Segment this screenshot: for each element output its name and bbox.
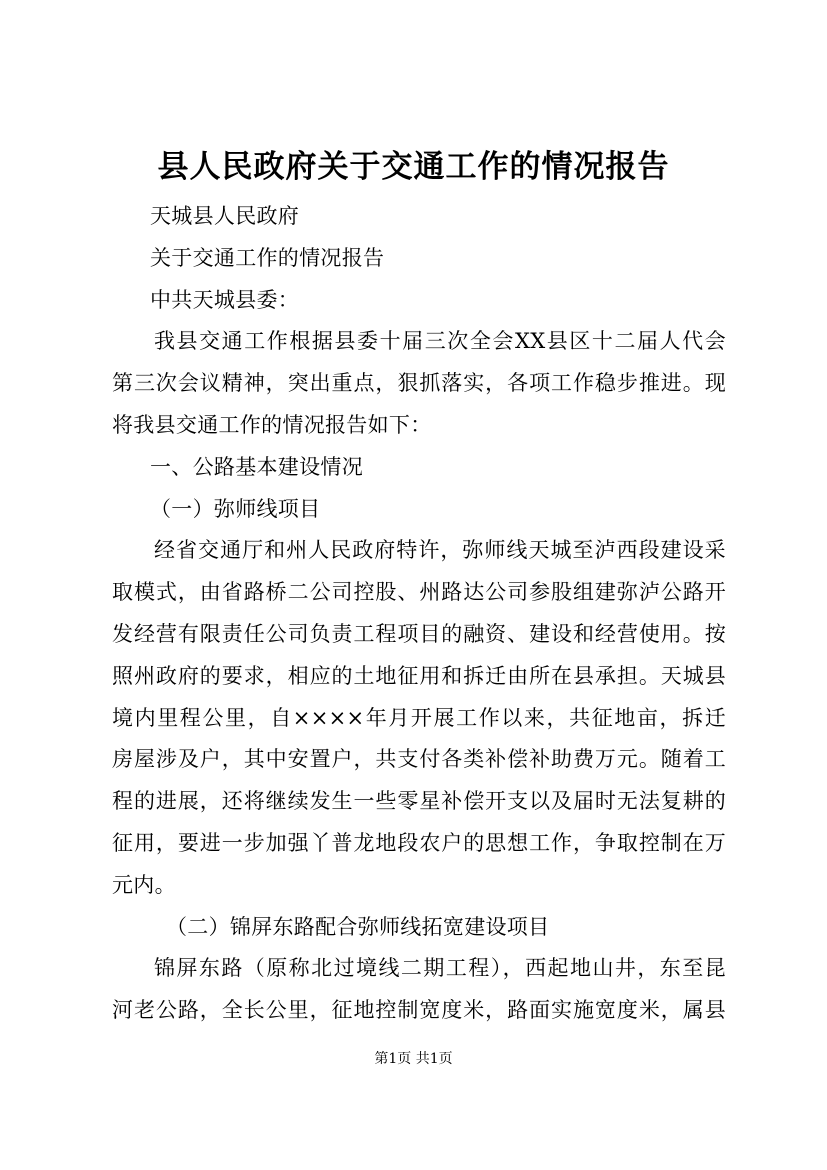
document-body: [112, 196, 726, 1032]
paragraph-line: 征用，要进一步加强丫普龙地段农户的思想工作，争取控制在万: [112, 830, 726, 855]
paragraph-line: 房屋涉及户，其中安置户，共支付各类补偿补助费万元。随着工: [112, 747, 726, 772]
subsection-heading: （二）锦屏东路配合弥师线拓宽建设项目: [166, 914, 550, 939]
document-title: 县人民政府关于交通工作的情况报告: [157, 149, 670, 185]
issuer-line: 天城县人民政府: [150, 204, 300, 228]
paragraph-line: 境内里程公里，自××××年月开展工作以来，共征地亩，拆迁: [112, 705, 726, 730]
paragraph-line: 第三次会议精神，突出重点，狠抓落实，各项工作稳步推进。现: [112, 371, 726, 396]
paragraph-line: 锦屏东路（原称北过境线二期工程），西起地山井，东至昆: [154, 956, 726, 981]
paragraph-line: 取模式，由省路桥二公司控股、州路达公司参股组建弥泸公路开: [112, 580, 726, 605]
paragraph-line: 河老公路，全长公里，征地控制宽度米，路面实施宽度米，属县: [112, 998, 726, 1023]
paragraph-line: 元内。: [112, 872, 176, 897]
paragraph-line: 照州政府的要求，相应的土地征用和拆迁由所在县承担。天城县: [112, 663, 726, 688]
section-heading: 一、公路基本建设情况: [150, 454, 363, 479]
addressee-line: 中共天城县委：: [150, 287, 300, 312]
paragraph-line: 程的进展，还将继续发生一些零星补偿开支以及届时无法复耕的: [112, 789, 726, 814]
paragraph-line: 我县交通工作根据县委十届三次全会XX县区十二届人代会: [154, 329, 726, 354]
subsection-heading: （一）弥师线项目: [150, 496, 321, 521]
subject-line: 关于交通工作的情况报告: [150, 245, 385, 270]
paragraph-line: 将我县交通工作的情况报告如下：: [112, 412, 432, 437]
page-footer: 第1页 共1页: [374, 1051, 453, 1067]
paragraph-line: 经省交通厅和州人民政府特许，弥师线天城至泸西段建设采: [154, 538, 726, 563]
paragraph-line: 发经营有限责任公司负责工程项目的融资、建设和经营使用。按: [112, 621, 726, 646]
